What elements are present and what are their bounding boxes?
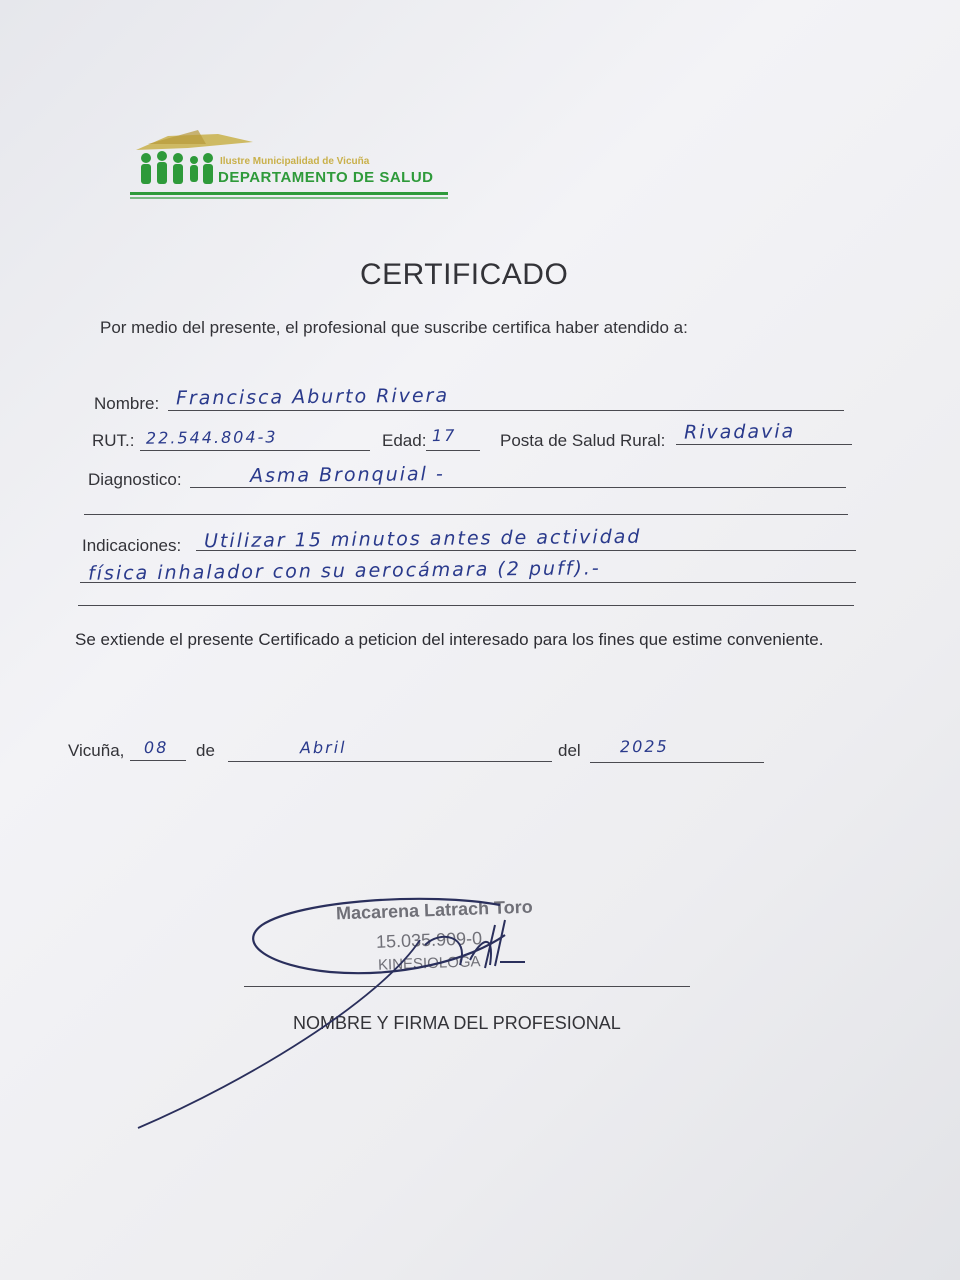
stamp-rut: 15.035.909-0 — [375, 928, 483, 952]
posta-label: Posta de Salud Rural: — [500, 431, 666, 450]
date-day: 08 — [143, 737, 169, 758]
de-label: de — [196, 741, 215, 760]
posta-value: Rivadavia — [683, 420, 796, 444]
rut-label: RUT.: — [92, 431, 135, 450]
diagnostico-value: Asma Bronquial - — [249, 462, 445, 488]
indicaciones-label: Indicaciones: — [82, 536, 182, 555]
indicaciones-value-2: física inhalador con su aerocámara (2 puff).- — [87, 557, 601, 585]
closing-paragraph: Se extiende el presente Certificado a peticion del interesado para los fines que estime conveniente. — [75, 630, 824, 649]
posta-line — [676, 444, 852, 445]
rut-value: 22.544.804-3 — [145, 427, 278, 448]
page-title: CERTIFICADO — [360, 258, 569, 291]
edad-value: 17 — [431, 425, 457, 446]
stamp-name: Macarena Latrach Toro — [335, 896, 534, 924]
edad-label: Edad: — [382, 431, 427, 450]
date-month: Abril — [299, 737, 347, 758]
nombre-line — [168, 410, 844, 411]
diagnostico-extra-line — [84, 514, 848, 515]
diagnostico-label: Diagnostico: — [88, 470, 182, 489]
stamp-role: KINESIOLOGA — [377, 953, 481, 974]
intro-text: Por medio del presente, el profesional que suscribe certifica haber atendido a: — [100, 318, 688, 337]
signature-line — [244, 986, 690, 987]
month-line — [228, 761, 552, 762]
nombre-label: Nombre: — [94, 394, 160, 413]
signature-label: NOMBRE Y FIRMA DEL PROFESIONAL — [293, 1013, 621, 1033]
logo-department-text: DEPARTAMENTO DE SALUD — [218, 169, 434, 186]
date-year: 2025 — [619, 736, 669, 757]
city-label: Vicuña, — [68, 741, 125, 760]
edad-line — [426, 450, 480, 451]
indicaciones-value-1: Utilizar 15 minutos antes de actividad — [203, 525, 642, 553]
indicaciones-line-3 — [78, 605, 854, 606]
department-logo — [128, 122, 458, 204]
year-line — [590, 762, 764, 763]
day-line — [130, 760, 186, 761]
rut-line — [140, 450, 370, 451]
logo-municipality-text: Ilustre Municipalidad de Vicuña — [220, 156, 370, 167]
del-label: del — [558, 741, 581, 760]
diagnostico-line — [190, 487, 846, 488]
nombre-value: Francisca Aburto Rivera — [175, 384, 450, 410]
